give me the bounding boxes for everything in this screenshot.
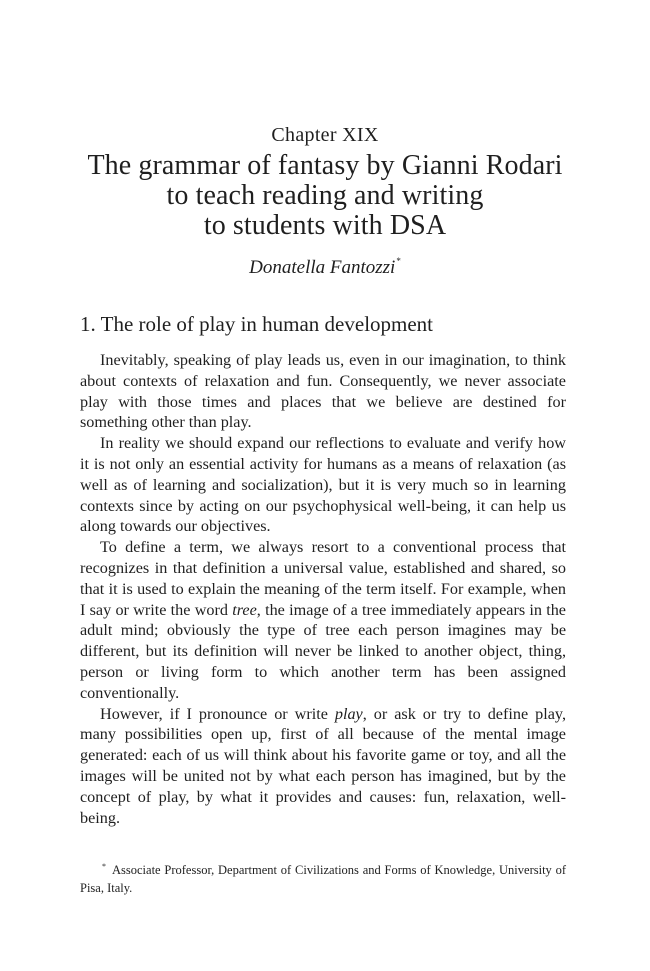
- paragraph-text: , or ask or try to define play, many possibilities open up, first of all because of the mental image generated: each of us will think about his favorite game or toy, and all the images will be united not by what each person has imagined, but by the concept of play, by what it provides and causes: fun, relaxation, well-being.: [80, 704, 566, 827]
- chapter-title: [0, 151, 650, 241]
- body-paragraph: [80, 537, 566, 703]
- body-paragraph: [80, 350, 566, 433]
- emphasized-word: play: [334, 704, 363, 723]
- author-name: Donatella Fantozzi: [249, 257, 396, 278]
- body-paragraph: [80, 433, 566, 537]
- author-footnote-mark: *: [396, 256, 401, 266]
- emphasized-word: tree: [232, 600, 257, 619]
- paragraph-text: To define a term, we always resort to a conventional process that recognizes in that definition a universal value, established and shared, so that it is used to explain the meaning of the term itself. For example, when I say or write the word: [80, 538, 566, 619]
- body-paragraph: [80, 704, 566, 829]
- paragraph-text: , the image of a tree immediately appears in the adult mind; obviously the type of tree each person imagines may be different, but its definition will never be linked to another object, thing, person or living form to which another term has been assigned conventionally.: [80, 600, 566, 702]
- body-text: [80, 350, 566, 828]
- chapter-number: Chapter XIX: [271, 124, 379, 146]
- paragraph-text: However, if I pronounce or write: [100, 704, 335, 723]
- chapter-title-line: The grammar of fantasy by Gianni Rodari: [87, 150, 563, 181]
- paragraph-text: Inevitably, speaking of play leads us, even in our imagination, to think about contexts of relaxation and fun. Consequently, we never associate play with those times and places that we believe are destined for something other than play.: [80, 351, 566, 432]
- footnote-body: Associate Professor, Department of Civilizations and Forms of Knowledge, University of Pisa, Italy.: [80, 863, 566, 895]
- section-heading: 1. The role of play in human development: [80, 312, 434, 336]
- chapter-title-line: to students with DSA: [203, 210, 447, 241]
- chapter-title-line: to teach reading and writing: [166, 180, 484, 211]
- paragraph-text: In reality we should expand our reflections to evaluate and verify how it is not only an essential activity for humans as a means of relaxation (as well as of learning and socialization), but it is very much so in learning contexts since by acting on our psychophysical well-being, it can help us along towards our objectives.: [80, 434, 566, 536]
- footnote-mark: *: [102, 862, 106, 871]
- footnote-text: [80, 858, 566, 897]
- footnote: [80, 858, 566, 897]
- author-line: [0, 256, 650, 279]
